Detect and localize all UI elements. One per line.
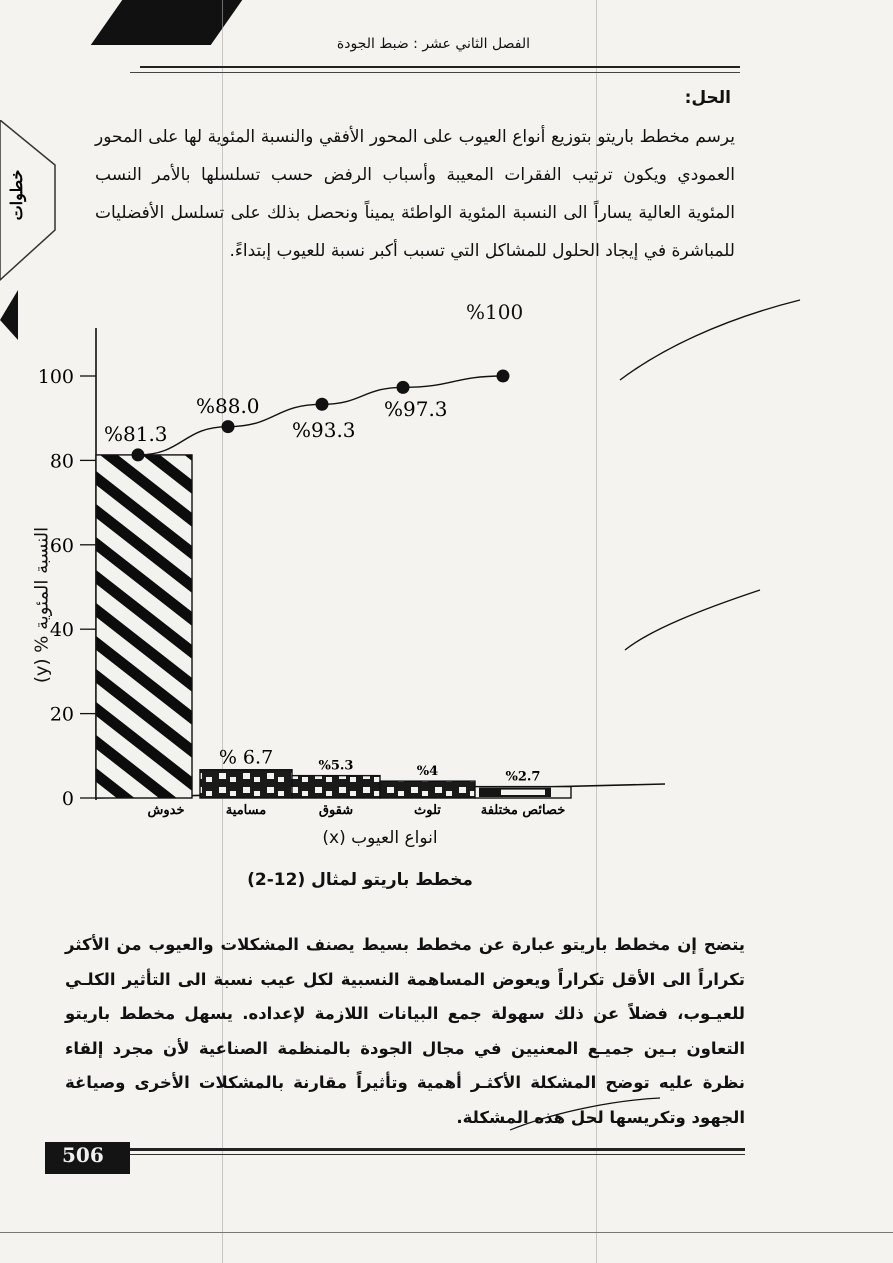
bar-fill: [501, 790, 545, 795]
bar-value-label: % 6.7: [218, 746, 274, 769]
bar: [380, 781, 475, 798]
y-axis-title: النسبة المئوية % (y): [31, 526, 53, 684]
x-axis-title: انواع العيوب (x): [322, 828, 438, 848]
bottom-rule: [0, 1232, 893, 1233]
bar-value-label: %4: [416, 764, 439, 780]
x-category-label: تلوث: [414, 803, 441, 818]
cumulative-label-last: %100: [466, 300, 524, 324]
body-paragraph: يتضح إن مخطط باريتو عبارة عن مخطط بسيط يصنف المشكلات والعيوب من الأكثر تكراراً الى الأقل تكراراً ويعوض المساهمة النسبية لكل عيب نسبة الى التأثير الكلـي للعيـوب، فضلاً عن ذلك سهولة جمع البيانات اللازمة لإعداده. يسهل مخطط باريتو التعاون بـين جميـع المعنيين في مجال الجودة بالمنظمة الصناعية لأن مجرد إلقاء نظرة عليه توضح المشكلة الأكثـر أهمية وتأثيراً مقارنة بالمشكلات الأخرى وصياغة الجهود وتكريسها لحل هذه المشكلة.: [65, 935, 745, 1127]
bar-value-label: %5.3: [318, 758, 354, 774]
cumulative-label: %81.3: [104, 422, 168, 446]
x-category-label: خدوش: [147, 803, 185, 818]
footer-rule: [130, 1154, 745, 1155]
chart-caption: مخطط باريتو لمثال (12-2): [247, 870, 473, 890]
y-tick-label: 100: [37, 366, 74, 388]
cumulative-point: [132, 448, 145, 461]
cumulative-label: %93.3: [292, 418, 356, 442]
footer-rule: [130, 1148, 745, 1151]
cumulative-point: [497, 370, 510, 383]
bar: [200, 770, 292, 798]
cumulative-point: [397, 381, 410, 394]
bar: [96, 455, 192, 798]
y-tick-label: 0: [61, 788, 74, 810]
intro-paragraph: يرسم مخطط باريتو بتوزيع أنواع العيوب على المحور الأفقي والنسبة المئوية لها على المحور العمودي ويكون ترتيب الفقرات المعيبة وأسباب الرفض حسب تسلسلها بالأمر النسب المئوية العالية يساراً الى النسبة المئوية الواطئة يميناً ونحصل بذلك على تسلسل الأفضليات للمباشرة في إيجاد الحلول للمشاكل التي تسبب أكبر نسبة للعيوب إبتداءً.: [95, 127, 735, 261]
cumulative-label: %88.0: [196, 394, 260, 418]
cumulative-line: [138, 376, 503, 455]
bar-value-label: %2.7: [505, 769, 541, 785]
y-tick-label: 60: [49, 534, 74, 557]
x-category-label: شقوق: [318, 803, 354, 818]
cumulative-point: [222, 420, 235, 433]
y-tick-label: 80: [49, 450, 74, 473]
margin-tab-text: خطوات: [7, 169, 26, 221]
y-tick-label: 20: [49, 703, 74, 726]
cumulative-label: %97.3: [384, 397, 448, 421]
chapter-header: الفصل الثاني عشر : ضبط الجودة: [336, 36, 530, 52]
page-number: 506: [62, 1143, 104, 1167]
solution-label: الحل:: [684, 88, 731, 108]
x-category-label: خصائص مختلفة: [480, 803, 566, 818]
pen-mark: [625, 590, 760, 650]
cumulative-point: [316, 398, 329, 411]
y-tick-label: 40: [49, 619, 74, 642]
x-category-label: مسامية: [225, 803, 267, 818]
pen-mark: [620, 300, 800, 380]
bar: [292, 776, 380, 798]
